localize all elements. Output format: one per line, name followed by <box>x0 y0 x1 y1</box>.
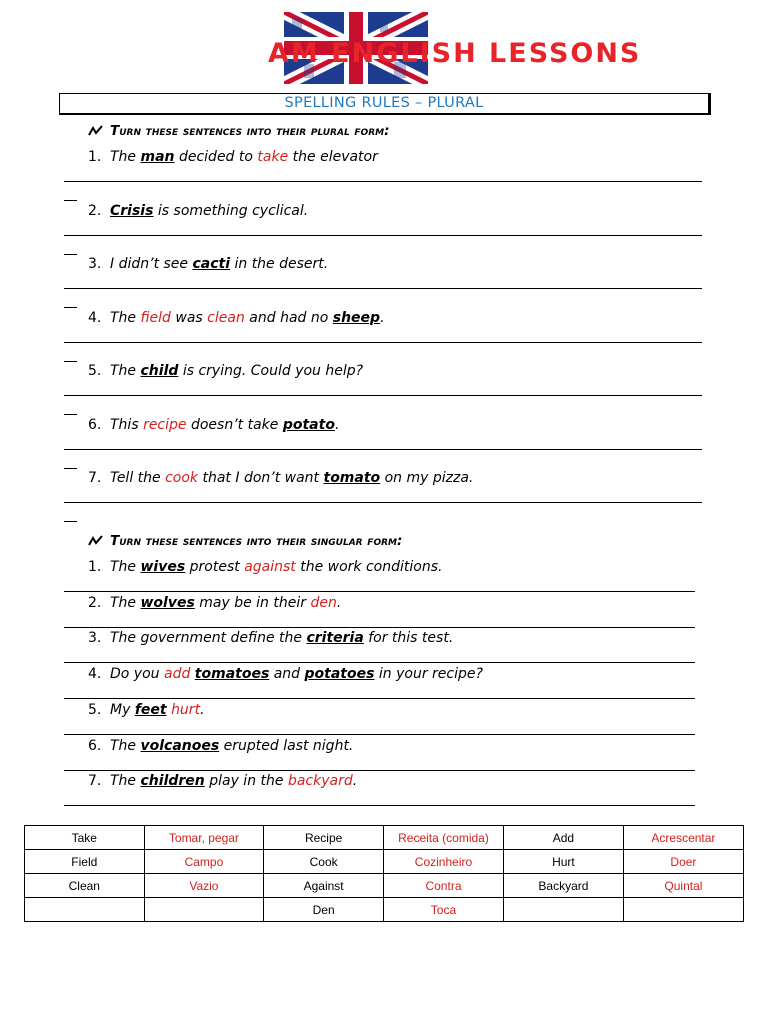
answer-line[interactable] <box>64 662 695 663</box>
target-word: potato <box>282 416 335 433</box>
translation-cell: Acrescentar <box>623 826 743 850</box>
item-number: 7. <box>88 470 102 486</box>
exercise-item <box>88 417 339 433</box>
answer-line-continuation <box>64 254 77 255</box>
answer-line-continuation <box>64 307 77 308</box>
pencil-check-icon <box>88 535 104 547</box>
answer-line[interactable] <box>64 502 702 503</box>
sentence-text: protest <box>185 559 245 575</box>
target-word: Crisis <box>110 202 154 219</box>
vocabulary-word: take <box>257 149 289 165</box>
english-word-cell: Field <box>25 850 145 874</box>
exercise-item <box>88 702 205 718</box>
section-heading-plural-text: Turn these sentences into their plural form: <box>110 123 390 139</box>
item-number: 7. <box>88 773 102 790</box>
vocabulary-word: field <box>140 309 171 326</box>
english-word-cell: Take <box>25 826 145 850</box>
target-word: criteria <box>306 630 364 647</box>
sentence-text: is crying. Could you help? <box>178 363 364 379</box>
item-number: 4. <box>88 666 102 683</box>
sentence-text: The <box>110 559 141 575</box>
english-word-cell <box>25 898 145 922</box>
vocabulary-row <box>25 874 744 898</box>
item-number: 2. <box>88 202 102 219</box>
english-word-cell: Backyard <box>503 874 623 898</box>
sentence-text: Tell the <box>110 470 166 486</box>
sentence-text: that I don’t want <box>198 470 324 486</box>
exercise-item <box>88 773 357 789</box>
answer-line[interactable] <box>64 395 702 396</box>
sentence-text: I didn’t see <box>110 256 193 272</box>
vocabulary-word: against <box>244 559 296 575</box>
exercise-item <box>88 363 363 379</box>
english-word-cell: Recipe <box>264 826 384 850</box>
translation-cell <box>623 898 743 922</box>
exercise-item <box>88 256 328 272</box>
answer-line[interactable] <box>64 449 702 450</box>
target-word: children <box>140 773 205 790</box>
vocabulary-row <box>25 898 744 922</box>
sentence-text: for this test. <box>363 630 454 647</box>
answer-line-continuation <box>64 521 77 522</box>
sentence-text: . <box>380 309 385 326</box>
sentence-text: play in the <box>204 773 288 790</box>
sentence-text: The government define the <box>110 630 307 647</box>
answer-line[interactable] <box>64 342 702 343</box>
vocabulary-word: clean <box>207 309 245 326</box>
sentence-text: The <box>110 594 141 611</box>
answer-line[interactable] <box>64 805 695 806</box>
sentence-text: may be in their <box>194 594 311 611</box>
vocabulary-word: den <box>310 594 337 611</box>
target-word: wives <box>140 559 186 575</box>
sentence-text: the work conditions. <box>295 559 443 575</box>
translation-cell: Receita (comida) <box>383 826 503 850</box>
sentence-text: This <box>110 416 144 433</box>
sentence-text: Do you <box>110 666 164 683</box>
target-word: tomatoes <box>194 666 270 683</box>
worksheet-title: SPELLING RULES – PLURAL <box>59 93 711 115</box>
target-word: man <box>140 149 175 165</box>
answer-line[interactable] <box>64 181 702 182</box>
target-word: sheep <box>332 309 381 326</box>
translation-cell: Vazio <box>144 874 264 898</box>
sentence-text: was <box>170 309 208 326</box>
exercise-item <box>88 595 341 611</box>
sentence-text: decided to <box>174 149 258 165</box>
item-number: 4. <box>88 309 102 326</box>
answer-line-continuation <box>64 468 77 469</box>
target-word: child <box>140 363 179 379</box>
sentence-text: The <box>110 737 141 754</box>
translation-cell: Doer <box>623 850 743 874</box>
vocabulary-word: recipe <box>143 416 187 433</box>
target-word: wolves <box>140 594 195 611</box>
english-word-cell: Against <box>264 874 384 898</box>
exercise-item <box>88 738 353 754</box>
target-word: volcanoes <box>140 737 220 754</box>
answer-line-continuation <box>64 414 77 415</box>
item-number: 6. <box>88 737 102 754</box>
sentence-text: The <box>110 149 141 165</box>
sentence-text: on my pizza. <box>380 470 474 486</box>
sentence-text: The <box>110 363 141 379</box>
item-number: 6. <box>88 416 102 433</box>
english-word-cell: Den <box>264 898 384 922</box>
translation-cell: Quintal <box>623 874 743 898</box>
item-number: 3. <box>88 256 102 272</box>
vocabulary-word: hurt <box>171 701 201 718</box>
sentence-text: My <box>110 701 135 718</box>
pencil-check-icon <box>88 125 104 137</box>
sentence-text: . <box>334 416 340 433</box>
vocabulary-row <box>25 826 744 850</box>
item-number: 3. <box>88 630 102 647</box>
sentence-text: doesn’t take <box>186 416 283 433</box>
sentence-text: erupted last night. <box>219 737 354 754</box>
section-heading-singular <box>88 533 402 549</box>
brand-title: AM ENGLISH LESSONS <box>268 38 642 69</box>
sentence-text: . <box>200 701 205 718</box>
target-word: tomato <box>323 470 381 486</box>
answer-line[interactable] <box>64 627 695 628</box>
answer-line[interactable] <box>64 235 702 236</box>
vocabulary-row <box>25 850 744 874</box>
answer-line[interactable] <box>64 734 695 735</box>
exercise-item <box>88 630 453 646</box>
answer-line-continuation <box>64 200 77 201</box>
exercise-item <box>88 666 483 682</box>
answer-line-continuation <box>64 361 77 362</box>
translation-cell: Contra <box>383 874 503 898</box>
exercise-item <box>88 470 473 486</box>
item-number: 2. <box>88 594 102 611</box>
section-heading-plural <box>88 123 389 139</box>
target-word: cacti <box>192 256 231 272</box>
translation-cell <box>144 898 264 922</box>
answer-line[interactable] <box>64 770 695 771</box>
vocabulary-word: cook <box>165 470 199 486</box>
sentence-text: The <box>110 773 141 790</box>
vocabulary-table <box>24 825 744 922</box>
answer-line[interactable] <box>64 591 695 592</box>
sentence-text: in the desert. <box>230 256 329 272</box>
exercise-item <box>88 310 385 326</box>
translation-cell: Cozinheiro <box>383 850 503 874</box>
answer-line[interactable] <box>64 288 702 289</box>
answer-line[interactable] <box>64 698 695 699</box>
item-number: 1. <box>88 149 102 165</box>
target-word: feet <box>134 701 167 718</box>
sentence-text: and <box>269 666 305 683</box>
vocabulary-word: add <box>163 666 191 683</box>
english-word-cell <box>503 898 623 922</box>
item-number: 5. <box>88 363 102 379</box>
section-heading-singular-text: Turn these sentences into their singular form: <box>110 533 403 549</box>
translation-cell: Campo <box>144 850 264 874</box>
vocabulary-word: backyard <box>287 773 353 790</box>
item-number: 1. <box>88 559 102 575</box>
english-word-cell: Hurt <box>503 850 623 874</box>
sentence-text: . <box>352 773 358 790</box>
exercise-item <box>88 203 308 219</box>
english-word-cell: Cook <box>264 850 384 874</box>
english-word-cell: Clean <box>25 874 145 898</box>
sentence-text: and had no <box>244 309 333 326</box>
item-number: 5. <box>88 701 102 718</box>
sentence-text: is something cyclical. <box>153 202 309 219</box>
target-word: potatoes <box>304 666 375 683</box>
sentence-text: in your recipe? <box>374 666 483 683</box>
translation-cell: Toca <box>383 898 503 922</box>
sentence-text: . <box>336 594 342 611</box>
english-word-cell: Add <box>503 826 623 850</box>
translation-cell: Tomar, pegar <box>144 826 264 850</box>
exercise-item <box>88 559 442 575</box>
sentence-text: the elevator <box>288 149 378 165</box>
sentence-text: The <box>110 309 141 326</box>
exercise-item <box>88 149 378 165</box>
